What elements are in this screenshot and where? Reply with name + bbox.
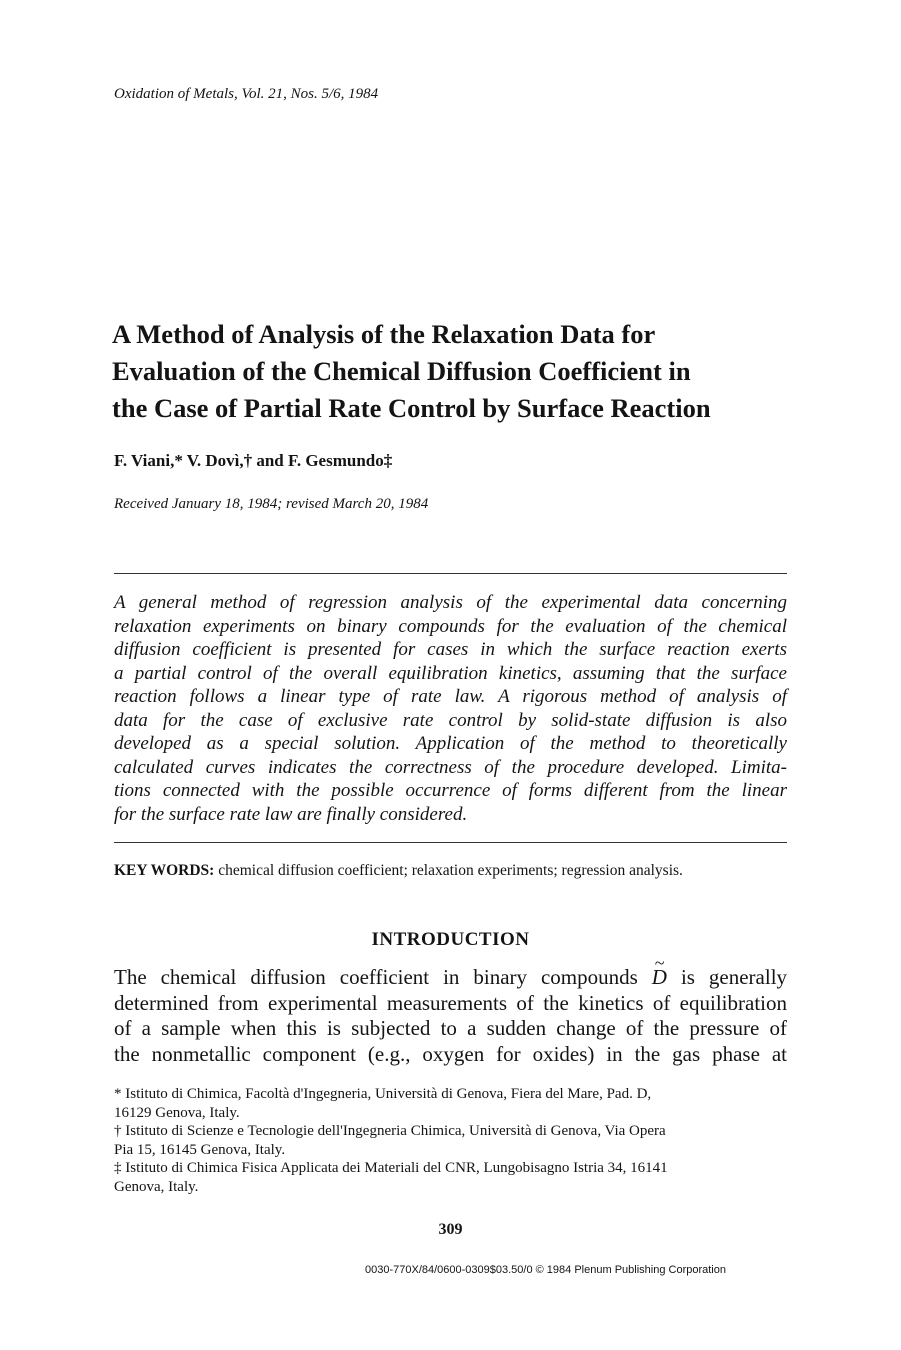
abstract-line: calculated curves indicates the correctness of the procedure developed. Limita-: [114, 756, 787, 778]
abstract-line: a partial control of the overall equilibration kinetics, assuming that the surface: [114, 662, 787, 684]
keywords: [114, 862, 683, 880]
abstract-bottom-rule: [114, 842, 787, 843]
abstract-line: data for the case of exclusive rate control by solid-state diffusion is also: [114, 709, 787, 731]
abstract-line: relaxation experiments on binary compounds for the evaluation of the chemical: [114, 615, 787, 637]
abstract-line: for the surface rate law are finally considered.: [114, 803, 468, 825]
footnote-affiliation: [114, 1122, 787, 1159]
introduction-body: [114, 965, 787, 1067]
abstract-line: diffusion coefficient is presented for cases in which the surface reaction exerts: [114, 639, 787, 660]
paper-title: [112, 316, 802, 427]
keywords-text: chemical diffusion coefficient; relaxation experiments; regression analysis.: [218, 862, 683, 879]
abstract-line: A general method of regression analysis of the experimental data concerning: [114, 592, 787, 613]
intro-line-text: The chemical diffusion coefficient in binary compounds: [114, 965, 638, 989]
page-number: 309: [438, 1221, 463, 1238]
footnote-line: * Istituto di Chimica, Facoltà d'Ingegneria, Università di Genova, Fiera del Mare, Pad. D,: [114, 1086, 652, 1102]
intro-line: determined from experimental measurements of the kinetics of equilibration: [114, 990, 787, 1015]
abstract-line: developed as a special solution. Application of the method to theoretically: [114, 733, 787, 754]
copyright-line: 0030-770X/84/0600-0309$03.50/0 © 1984 Plenum Publishing Corporation: [365, 1264, 726, 1276]
footnote-line: ‡ Istituto di Chimica Fisica Applicata dei Materiali del CNR, Lungobisagno Istria 34, 16141: [114, 1160, 668, 1176]
abstract-top-rule: [114, 573, 787, 574]
abstract-line: tions connected with the possible occurrence of forms different from the linear: [114, 780, 787, 801]
title-line: Evaluation of the Chemical Diffusion Coefficient in: [112, 356, 691, 386]
received-dates: Received January 18, 1984; revised March 20, 1984: [114, 496, 429, 512]
footnote-line: 16129 Genova, Italy.: [114, 1104, 240, 1121]
section-heading-introduction: INTRODUCTION: [371, 929, 530, 950]
footnote-affiliation: [114, 1085, 787, 1122]
footnote-affiliation: [114, 1159, 787, 1196]
footnote-line: Genova, Italy.: [114, 1178, 199, 1195]
footnote-line: Pia 15, 16145 Genova, Italy.: [114, 1141, 286, 1158]
author-list: F. Viani,* V. Dovì,† and F. Gesmundo‡: [114, 451, 393, 470]
footnotes: [114, 1085, 787, 1196]
abstract-line: reaction follows a linear type of rate law. A rigorous method of analysis of: [114, 686, 787, 707]
intro-line-text: is generally: [680, 965, 788, 989]
intro-line: [114, 965, 787, 991]
abstract: [114, 591, 787, 826]
intro-line: of a sample when this is subjected to a sudden change of the pressure of: [114, 1016, 787, 1040]
title-line: the Case of Partial Rate Control by Surface Reaction: [112, 393, 711, 423]
diffusion-coefficient-symbol: ~ D: [652, 965, 667, 989]
footnote-line: † Istituto di Scienze e Tecnologie dell'Ingegneria Chimica, Università di Genova, Via Opera: [114, 1123, 666, 1139]
title-line: A Method of Analysis of the Relaxation Data for: [112, 319, 656, 349]
intro-line: the nonmetallic component (e.g., oxygen for oxides) in the gas phase at: [114, 1041, 787, 1066]
keywords-label: KEY WORDS:: [114, 862, 215, 879]
journal-citation: Oxidation of Metals, Vol. 21, Nos. 5/6, 1984: [114, 86, 379, 102]
